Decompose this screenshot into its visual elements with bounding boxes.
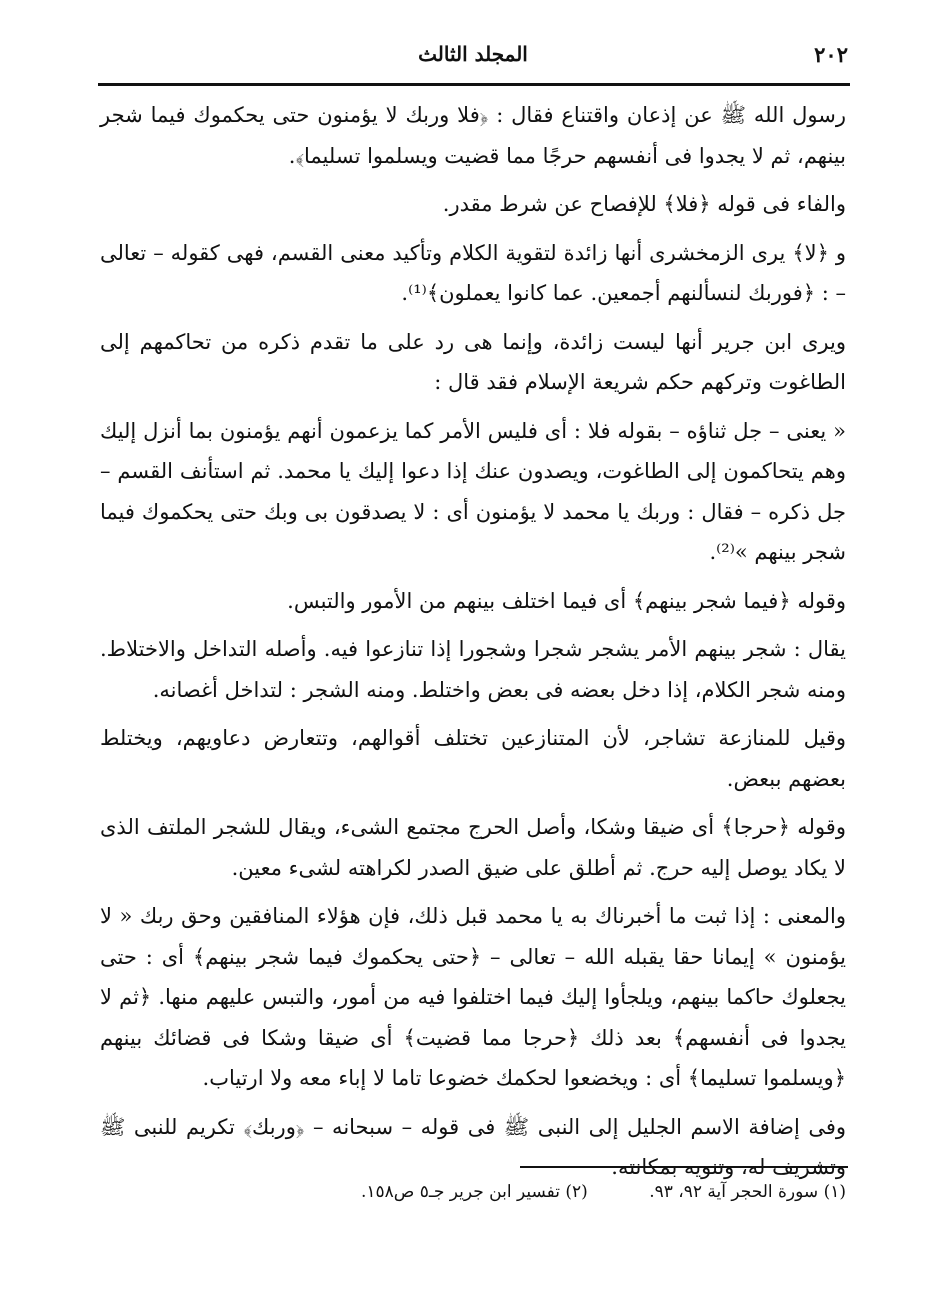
page-number: ٢٠٢: [814, 42, 848, 67]
volume-title: المجلد الثالث: [418, 42, 528, 66]
quotation-paragraph: « يعنى – جل ثناؤه – بقوله فلا : أى فليس الأمر كما يزعمون أنهم يؤمنون بما أنزل إليك وهم يتحاكمون إلى الطاغوت، ويصدون عنك إذا دعوا إليك يا محمد. ثم استأنف القسم – جل ذكره – فقال : وربك يا محمد لا يؤمنون أى : لا يصدقون بى وبك حتى يحكموك فيما شجر بينهم »⁽²⁾.: [100, 418, 846, 564]
paragraph: وفى إضافة الاسم الجليل إلى النبى ﷺ فى قوله – سبحانه – ﴿وربك﴾ تكريم للنبى ﷺ وتشريف له، وتنويه بمكانته.: [100, 1114, 846, 1179]
paragraph: وقوله ﴿فيما شجر بينهم﴾ أى فيما اختلف بينهم من الأمور والتبس.: [287, 588, 846, 613]
header-divider: [98, 83, 850, 86]
main-text: [100, 95, 846, 1196]
paragraph: ويرى ابن جرير أنها ليست زائدة، وإنما هى رد على ما تقدم ذكره من تحاكمهم إلى الطاغوت وتركهم حكم شريعة الإسلام فقد قال :: [100, 329, 846, 394]
footnote-1: (١) سورة الحجر آية ٩٢، ٩٣.: [649, 1182, 846, 1202]
paragraph: و ﴿لا﴾ يرى الزمخشرى أنها زائدة لتقوية الكلام وتأكيد معنى القسم، فهى كقوله – تعالى – : ﴿فوربك لنسألنهم أجمعين. عما كانوا يعملون﴾⁽¹⁾.: [100, 240, 846, 305]
footnotes: [260, 1178, 846, 1206]
paragraph: وقيل للمنازعة تشاجر، لأن المتنازعين تختلف أقوالهم، وتتعارض دعاويهم، ويختلط بعضهم ببعض.: [100, 726, 846, 791]
page-header: [98, 40, 848, 78]
paragraph: يقال : شجر بينهم الأمر يشجر شجرا وشجورا إذا تنازعوا فيه. وأصله التداخل والاختلاط. ومنه شجر الكلام، إذا دخل بعضه فى بعض واختلط. ومنه الشجر : لتداخل أغصانه.: [100, 637, 846, 702]
paragraph: وقوله ﴿حرجا﴾ أى ضيقا وشكا، وأصل الحرج مجتمع الشىء، ويقال للشجر الملتف الذى لا يكاد يوصل إليه حرج. ثم أطلق على ضيق الصدر لكراهته لشىء معين.: [100, 815, 846, 880]
footnote-2: (٢) تفسير ابن جرير جـ٥ ص١٥٨.: [360, 1182, 588, 1202]
footnote-divider: [520, 1166, 848, 1168]
paragraph: والفاء فى قوله ﴿فلا﴾ للإفصاح عن شرط مقدر.: [442, 192, 846, 216]
paragraph: رسول الله ﷺ عن إذعان واقتناع فقال : ﴿فلا وربك لا يؤمنون حتى يحكموك فيما شجر بينهم، ثم لا يجدوا فى أنفسهم حرجًا مما قضيت ويسلموا تسليما﴾.: [100, 103, 846, 168]
paragraph: والمعنى : إذا ثبت ما أخبرناك به يا محمد قبل ذلك، فإن هؤلاء المنافقين وحق ربك « لا يؤمنون » إيمانا حقا يقبله الله – تعالى – ﴿حتى يحكموك فيما شجر بينهم﴾ أى : حتى يجعلوك حاكما بينهم، ويلجأوا إليك فيما اختلفوا فيه من أمور، والتبس عليهم منها. ﴿ثم لا يجدوا فى أنفسهم﴾ بعد ذلك ﴿حرجا مما قضيت﴾ أى ضيقا وشكا فى قضائك بينهم ﴿ويسلموا تسليما﴾ أى : ويخضعوا لحكمك خضوعا تاما لا إباء معه ولا ارتياب.: [100, 904, 846, 1090]
